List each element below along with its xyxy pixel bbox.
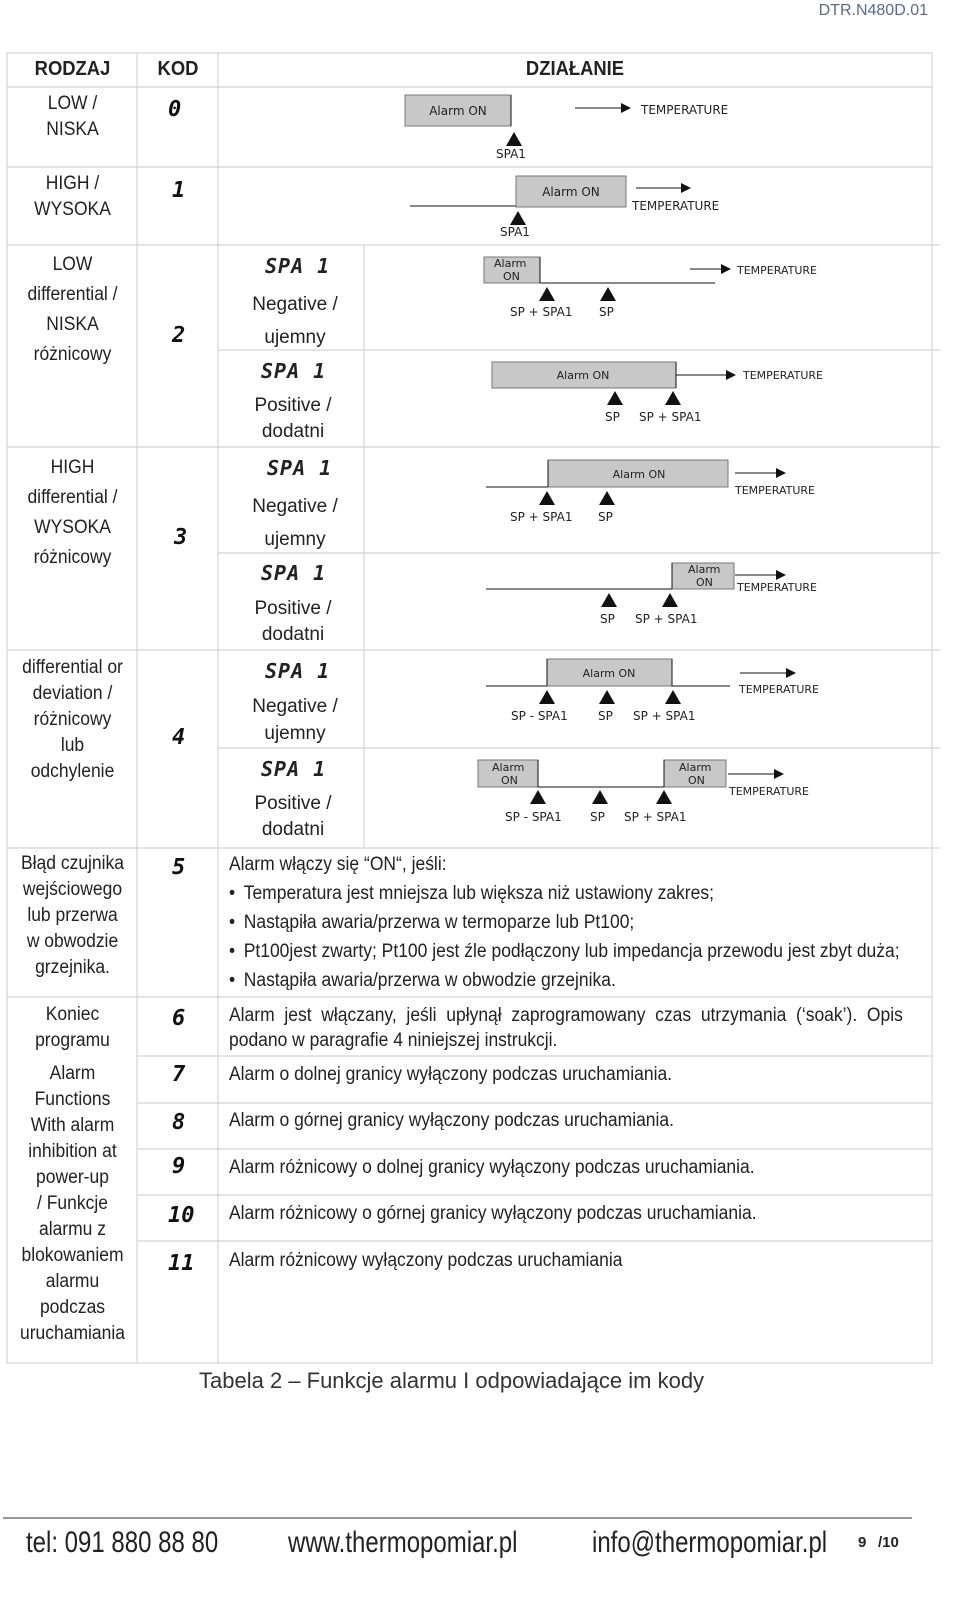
- header-code: KOD: [157, 58, 199, 80]
- diag-sp-plus: SP + SPA1: [633, 709, 696, 723]
- diag-temperature: TEMPERATURE: [737, 264, 817, 277]
- type-deviation: differential or deviation / różnicowy lub odchylenie: [22, 657, 123, 782]
- diag-marker: [539, 287, 555, 301]
- diag-alarm-on-small: Alarm: [492, 761, 525, 774]
- code-3: 3: [174, 525, 188, 550]
- code-5: 5: [172, 855, 186, 880]
- diag-marker: [665, 391, 681, 405]
- diag-sp: SP: [598, 709, 613, 723]
- diag-marker: [599, 491, 615, 505]
- diag-alarm-on: Alarm ON: [542, 185, 600, 199]
- diag-alarm-on: Alarm ON: [556, 369, 610, 382]
- negative-label: Negative / ujemny: [252, 496, 338, 550]
- diag-marker: [530, 790, 546, 804]
- footer-email[interactable]: info@thermopomiar.pl: [592, 1526, 828, 1559]
- diag-sp: SP: [590, 810, 605, 824]
- diag-sp: SP: [600, 612, 615, 626]
- spa1-code: SPA 1: [267, 456, 333, 480]
- sensor-bullet: • Temperatura jest mniejsza lub większa niż ustawiony zakres;: [229, 879, 714, 908]
- page-total: /10: [878, 1534, 899, 1551]
- sensor-bullet: • Nastąpiła awaria/przerwa w termoparze lub Pt100;: [229, 908, 634, 937]
- spa1-code: SPA 1: [261, 561, 327, 585]
- code-1: 1: [172, 178, 186, 203]
- footer-website[interactable]: www.thermopomiar.pl: [288, 1526, 518, 1559]
- code-0: 0: [168, 97, 182, 122]
- end-program-text-2: podano w paragrafie 4 niniejszej instrukcji.: [229, 1030, 558, 1051]
- diag-marker: [601, 593, 617, 607]
- function-text-11: Alarm różnicowy wyłączony podczas uruchamiania: [229, 1250, 623, 1271]
- diag-alarm-on-small: Alarm: [494, 257, 527, 270]
- positive-label: Positive / dodatni: [254, 598, 332, 645]
- diag-marker: [539, 491, 555, 505]
- function-text-8: Alarm o górnej granicy wyłączony podczas uruchamiania.: [229, 1110, 674, 1131]
- diag-marker: [599, 690, 615, 704]
- diag-marker: [539, 690, 555, 704]
- type-end-program: Koniec programu: [35, 1004, 110, 1051]
- diag-marker: [510, 211, 526, 225]
- diag-temperature: TEMPERATURE: [743, 369, 823, 382]
- function-text-9: Alarm różnicowy o dolnej granicy wyłączony podczas uruchamiania.: [229, 1157, 755, 1178]
- diag-marker: [656, 790, 672, 804]
- end-program-text-1: Alarm jest włączany, jeśli upłynął zaprogramowany czas utrzymania (‘soak’). Opis: [229, 1005, 903, 1026]
- diag-sp-plus: SP + SPA1: [635, 612, 698, 626]
- type-low: LOW / NISKA: [46, 93, 99, 140]
- function-text-7: Alarm o dolnej granicy wyłączony podczas uruchamiania.: [229, 1064, 673, 1085]
- diag-sp-minus: SP - SPA1: [505, 810, 562, 824]
- page-number: 9: [858, 1534, 867, 1551]
- diag-temperature: TEMPERATURE: [735, 484, 815, 497]
- diag-alarm-on-small: Alarm: [679, 761, 712, 774]
- footer-rule: [0, 1515, 960, 1521]
- type-high-differential: HIGH differential / WYSOKA różnicowy: [27, 457, 118, 568]
- diag-alarm-on-small: Alarm: [688, 563, 721, 576]
- diag-spa1: SPA1: [496, 147, 526, 161]
- type-alarm-functions: Alarm Functions With alarm inhibition at power-up / Funkcje alarmu z blokowaniem alarmu podczas uruchamiania: [20, 1063, 125, 1344]
- positive-label: Positive / dodatni: [254, 395, 332, 442]
- diag-sp-minus: SP - SPA1: [511, 709, 568, 723]
- type-low-differential: LOW differential / NISKA różnicowy: [27, 254, 118, 365]
- spa1-code: SPA 1: [261, 757, 327, 781]
- spa1-code: SPA 1: [265, 254, 331, 278]
- code-4: 4: [172, 725, 186, 750]
- diag-alarm-on: Alarm ON: [582, 667, 636, 680]
- diag-sp-plus: SP + SPA1: [510, 510, 573, 524]
- diag-sp: SP: [605, 410, 620, 424]
- diag-marker: [592, 790, 608, 804]
- sensor-intro: Alarm włączy się “ON“, jeśli:: [229, 854, 447, 875]
- diag-alarm-on-small: ON: [503, 270, 520, 283]
- code-2: 2: [172, 323, 186, 348]
- code-6: 6: [172, 1006, 186, 1031]
- negative-label: Negative / ujemny: [252, 696, 338, 744]
- diag-sp: SP: [598, 510, 613, 524]
- diag-sp-plus: SP + SPA1: [624, 810, 687, 824]
- code-10: 10: [168, 1203, 195, 1228]
- diag-sp-plus: SP + SPA1: [639, 410, 702, 424]
- code-11: 11: [168, 1251, 195, 1276]
- function-text-10: Alarm różnicowy o górnej granicy wyłączony podczas uruchamiania.: [229, 1203, 757, 1224]
- diag-marker: [665, 690, 681, 704]
- diag-marker: [506, 132, 522, 146]
- table-caption: Tabela 2 – Funkcje alarmu I odpowiadające im kody: [199, 1368, 705, 1393]
- diag-alarm-on-small: ON: [501, 774, 518, 787]
- diag-alarm-on-small: ON: [696, 576, 713, 589]
- diag-temperature: TEMPERATURE: [632, 199, 720, 213]
- diag-marker: [662, 593, 678, 607]
- diag-sp-plus: SP + SPA1: [510, 305, 573, 319]
- diag-temperature: TEMPERATURE: [729, 785, 809, 798]
- diag-temperature: TEMPERATURE: [641, 103, 729, 117]
- header-action: DZIAŁANIE: [525, 58, 625, 80]
- positive-label: Positive / dodatni: [254, 793, 332, 840]
- footer-phone: tel: 091 880 88 80: [26, 1526, 219, 1559]
- diag-alarm-on: Alarm ON: [429, 104, 487, 118]
- code-8: 8: [172, 1110, 186, 1135]
- spa1-code: SPA 1: [265, 659, 331, 683]
- diag-temperature: TEMPERATURE: [739, 683, 819, 696]
- header-type: RODZAJ: [34, 58, 111, 80]
- diag-alarm-on: Alarm ON: [612, 468, 666, 481]
- type-high: HIGH / WYSOKA: [34, 173, 111, 220]
- diag-spa1: SPA1: [500, 225, 530, 239]
- sensor-bullet: • Pt100jest zwarty; Pt100 jest źle podłączony lub impedancja przewodu jest zbyt duża;: [229, 937, 900, 966]
- code-9: 9: [172, 1154, 186, 1179]
- diag-marker: [600, 287, 616, 301]
- diag-alarm-on-small: ON: [688, 774, 705, 787]
- code-7: 7: [172, 1062, 186, 1087]
- sensor-bullet: • Nastąpiła awaria/przerwa w obwodzie grzejnika.: [229, 966, 616, 995]
- spa1-code: SPA 1: [261, 359, 327, 383]
- diag-temperature: TEMPERATURE: [737, 581, 817, 594]
- type-sensor-error: Błąd czujnika wejściowego lub przerwa w obwodzie grzejnika.: [20, 853, 124, 978]
- diag-marker: [607, 391, 623, 405]
- negative-label: Negative / ujemny: [252, 294, 338, 348]
- document-id: DTR.N480D.01: [818, 2, 928, 19]
- diag-sp: SP: [599, 305, 614, 319]
